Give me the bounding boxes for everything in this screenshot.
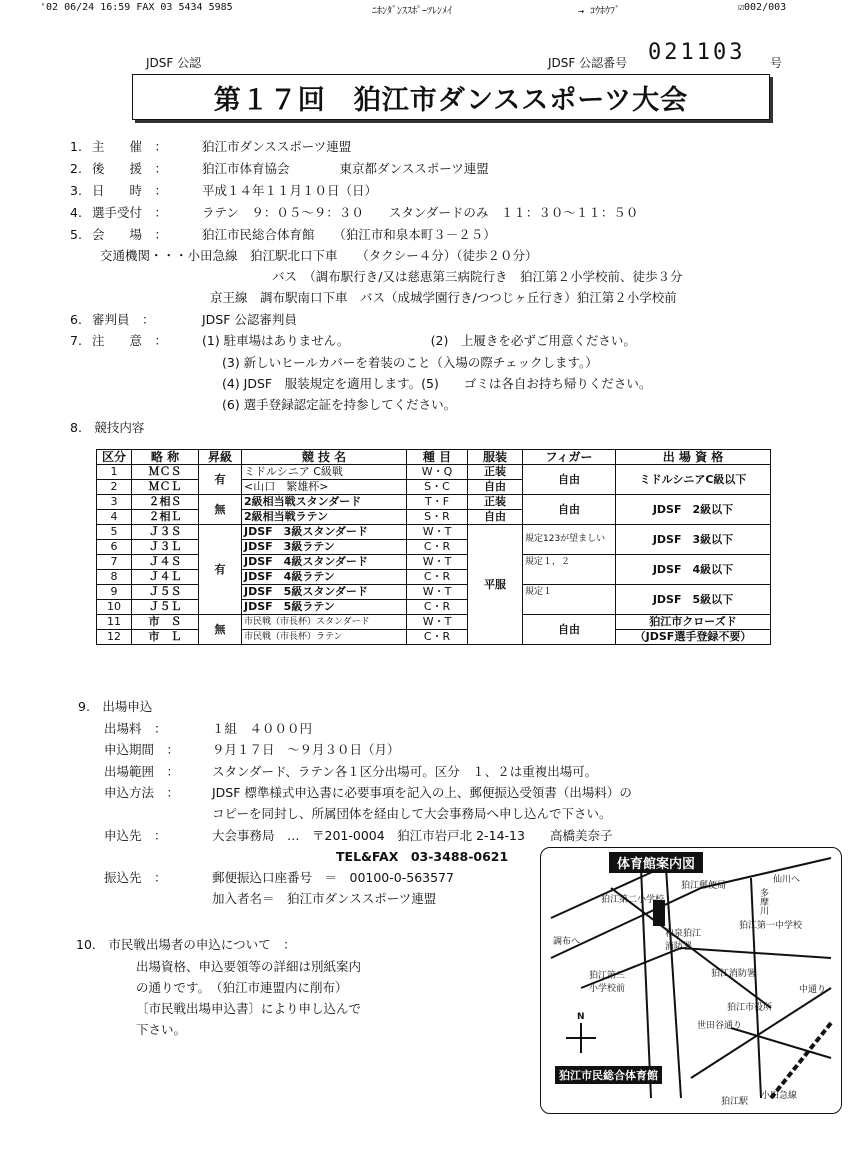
cell-no: 2 xyxy=(97,480,132,495)
cell-abbr: ２相Ｓ xyxy=(132,495,199,510)
apply-item xyxy=(104,783,632,801)
map-label: 狛江第一中学校 xyxy=(739,921,803,931)
cell-name: JDSF 5級ラテン xyxy=(242,600,407,615)
item-key: 会 場 ： xyxy=(92,227,168,242)
item-key: 選手受付 ： xyxy=(92,205,168,220)
apply-value: TEL&FAX 03-3488-0621 xyxy=(336,849,509,864)
cell-name: JDSF 5級スタンダード xyxy=(242,585,407,600)
apply-key: 申込先 ： xyxy=(104,828,167,843)
cell-abbr: ＭＣＬ xyxy=(132,480,199,495)
item-number: 4. xyxy=(70,205,82,220)
cell-no: 6 xyxy=(97,540,132,555)
competition-table xyxy=(96,449,771,645)
table-row xyxy=(97,465,771,480)
cell-abbr: 市 Ｓ xyxy=(132,615,199,630)
cell-figure: 自由 xyxy=(523,615,616,645)
item-number: 1. xyxy=(70,139,82,154)
apply-item xyxy=(104,847,508,865)
map-label: 狛江消防署 xyxy=(711,969,757,979)
cell-qualification: JDSF 2級以下 xyxy=(616,495,771,525)
apply-value: JDSF 標準様式申込書に必要事項を記入の上、郵便振込受領書（出場料）の xyxy=(212,785,632,800)
apply-value: １組 ４０００円 xyxy=(212,721,313,736)
cell-dress: 自由 xyxy=(468,510,523,525)
cell-name: 2級相当戦ラテン xyxy=(242,510,407,525)
cell-qualification: JDSF 4級以下 xyxy=(616,555,771,585)
apply-key: 出場料 ： xyxy=(104,721,167,736)
jdsf-certified: JDSF 公認 xyxy=(146,56,202,70)
fax-datetime: '02 06/24 16:59 FAX 03 5434 5985 xyxy=(40,2,233,13)
table-row xyxy=(97,555,771,570)
item-value: 狛江市ダンススポーツ連盟 xyxy=(202,139,352,154)
item-key: 日 時 ： xyxy=(92,183,168,198)
cell-qualification: JDSF 5級以下 xyxy=(616,585,771,615)
cell-event: S・C xyxy=(407,480,468,495)
table-row xyxy=(97,525,771,540)
apply-key: 申込方法 ： xyxy=(104,785,180,800)
cell-no: 8 xyxy=(97,570,132,585)
apply-value: 郵便振込口座番号 ＝ 00100-0-563577 xyxy=(212,870,454,885)
table-header-row xyxy=(97,450,771,465)
table-row xyxy=(97,495,771,510)
jdsf-number: 021103 xyxy=(648,40,746,65)
section-10-line: 〔市民戦出場申込書〕により申し込んで xyxy=(136,1001,362,1016)
apply-value: ９月１７日 〜９月３０日（月） xyxy=(212,742,400,757)
note-line: (4) JDSF 服装規定を適用します。(5) ゴミは各自お持ち帰りください。 xyxy=(222,376,652,391)
cell-event: C・R xyxy=(407,600,468,615)
apply-value: 加入者名＝ 狛江市ダンススポーツ連盟 xyxy=(212,891,437,906)
item-number: 3. xyxy=(70,183,82,198)
apply-item xyxy=(104,762,597,780)
apply-item xyxy=(104,719,312,737)
header-dress: 服装 xyxy=(468,450,523,465)
table-row xyxy=(97,615,771,630)
note-line: (6) 選手登録認定証を持参してください。 xyxy=(222,397,457,412)
map-label: 世田谷通り xyxy=(697,1021,743,1031)
cell-name: 市民戦（市長杯）ラテン xyxy=(242,630,407,645)
cell-abbr: 市 Ｌ xyxy=(132,630,199,645)
item-value: JDSF 公認審判員 xyxy=(202,312,297,327)
header-figure: フィガー xyxy=(523,450,616,465)
info-item xyxy=(70,225,496,243)
table-row xyxy=(97,630,771,645)
cell-no: 5 xyxy=(97,525,132,540)
info-item xyxy=(70,331,636,349)
item-key: 後 援 ： xyxy=(92,161,168,176)
map-label: 仙川へ xyxy=(773,875,801,885)
item-value: 狛江市民総合体育館 （狛江市和泉本町３－２５） xyxy=(202,227,496,242)
cell-name: JDSF 4級スタンダード xyxy=(242,555,407,570)
apply-item xyxy=(104,740,400,758)
cell-figure: 規定１ xyxy=(523,585,616,615)
map-label: 調布へ xyxy=(553,937,581,947)
cell-no: 9 xyxy=(97,585,132,600)
transport-line: 京王線 調布駅南口下車 バス（成城学園行き/つつじヶ丘行き）狛江第２小学校前 xyxy=(210,290,677,305)
cell-name: ミドルシニア C級戦 xyxy=(242,465,407,480)
cell-name: <山口 繁雄杯> xyxy=(242,480,407,495)
transport-line: バス （調布駅行き/又は慈恵第三病院行き 狛江第２小学校前、徒歩３分 xyxy=(272,269,683,284)
jdsf-number-label: JDSF 公認番号 xyxy=(548,56,628,70)
info-item xyxy=(70,310,297,328)
transport-line: 交通機関・・・小田急線 狛江駅北口下車 （タクシー４分）（徒歩２０分） xyxy=(100,248,538,263)
cell-event: C・R xyxy=(407,630,468,645)
info-item xyxy=(70,137,351,155)
cell-name: JDSF 4級ラテン xyxy=(242,570,407,585)
cell-name: 2級相当戦スタンダード xyxy=(242,495,407,510)
cell-abbr: Ｊ４Ｓ xyxy=(132,555,199,570)
item-key: 主 催 ： xyxy=(92,139,168,154)
cell-promotion: 有 xyxy=(199,465,242,495)
fax-page: ☑002/003 xyxy=(738,2,787,13)
cell-abbr: Ｊ３Ｓ xyxy=(132,525,199,540)
cell-event: C・R xyxy=(407,570,468,585)
fax-destination: → ｺｳﾎｳﾌﾞ xyxy=(578,6,621,17)
item-key: 審判員 ： xyxy=(92,312,155,327)
header-qualification: 出 場 資 格 xyxy=(616,450,771,465)
map-label: 狛江第三小学校前 xyxy=(589,971,626,994)
item-value: 平成１４年１１月１０日（日） xyxy=(202,183,378,198)
map-label: 狛江郵便局 xyxy=(681,881,727,891)
cell-abbr: Ｊ５Ｌ xyxy=(132,600,199,615)
cell-event: W・T xyxy=(407,585,468,600)
cell-no: 12 xyxy=(97,630,132,645)
apply-key: 申込期間 ： xyxy=(104,742,180,757)
venue-map xyxy=(540,847,842,1114)
cell-promotion: 有 xyxy=(199,525,242,615)
item-number: 5. xyxy=(70,227,82,242)
header-promotion: 昇級 xyxy=(199,450,242,465)
cell-qualification: JDSF 3級以下 xyxy=(616,525,771,555)
cell-no: 7 xyxy=(97,555,132,570)
map-venue-label: 狛江市民総合体育館 xyxy=(555,1066,662,1084)
cell-abbr: ＭＣＳ xyxy=(132,465,199,480)
cell-figure: 規定123が望ましい xyxy=(523,525,616,555)
header-category: 区分 xyxy=(97,450,132,465)
apply-key: 振込先 ： xyxy=(104,870,167,885)
apply-key: 出場範囲 ： xyxy=(104,764,180,779)
apply-value: 大会事務局 … 〒201-0004 狛江市岩戸北 2-14-13 高橋美奈子 xyxy=(212,828,613,843)
apply-value: コピーを同封し、所属団体を経由して大会事務局へ申し込んで下さい。 xyxy=(212,806,612,821)
apply-item xyxy=(104,804,612,822)
apply-value: スタンダード、ラテン各１区分出場可。区分 １、２は重複出場可。 xyxy=(212,764,598,779)
cell-abbr: Ｊ３Ｌ xyxy=(132,540,199,555)
map-label: 狛江市役所 xyxy=(727,1003,773,1013)
cell-no: 10 xyxy=(97,600,132,615)
cell-qualification: ミドルシニアC級以下 xyxy=(616,465,771,495)
cell-name: JDSF 3級ラテン xyxy=(242,540,407,555)
cell-name: JDSF 3級スタンダード xyxy=(242,525,407,540)
item-key: 注 意 ： xyxy=(92,333,168,348)
cell-no: 1 xyxy=(97,465,132,480)
map-label: 小田急線 xyxy=(761,1091,798,1101)
cell-event: W・Q xyxy=(407,465,468,480)
jdsf-suffix: 号 xyxy=(770,56,783,70)
header-name: 競 技 名 xyxy=(242,450,407,465)
info-item xyxy=(70,181,377,199)
cell-abbr: Ｊ５Ｓ xyxy=(132,585,199,600)
cell-event: W・T xyxy=(407,555,468,570)
apply-item xyxy=(104,889,436,907)
cell-dress: 自由 xyxy=(468,480,523,495)
cell-figure: 自由 xyxy=(523,495,616,525)
item-value: 狛江市体育協会 東京都ダンススポーツ連盟 xyxy=(202,161,489,176)
section-10-line: 下さい。 xyxy=(136,1022,187,1037)
north-icon: N xyxy=(577,1012,585,1022)
cell-abbr: ２相Ｌ xyxy=(132,510,199,525)
map-title: 体育館案内図 xyxy=(609,852,703,873)
item-value: ラテン ９：０５〜９：３０ スタンダードのみ １１：３０〜１１：５０ xyxy=(202,205,639,220)
cell-dress: 正装 xyxy=(468,465,523,480)
cell-qualification: （JDSF選手登録不要） xyxy=(616,630,771,645)
header-event: 種 目 xyxy=(407,450,468,465)
fax-sender: ﾆﾎﾝﾀﾞﾝｽｽﾎﾟｰﾂﾚﾝﾒｲ xyxy=(372,6,452,17)
cell-dress: 平服 xyxy=(468,525,523,645)
map-label: 和泉狛江消防署 xyxy=(665,929,702,952)
section-8-heading: 8. 競技内容 xyxy=(70,420,145,435)
cell-event: C・R xyxy=(407,540,468,555)
map-label: 狛江駅 xyxy=(721,1097,749,1107)
map-label: 中通り xyxy=(799,985,827,995)
section-10-heading: 10. 市民戦出場者の申込について ： xyxy=(76,937,296,952)
map-label: 多摩川 xyxy=(758,888,768,915)
cell-figure: 規定１，２ xyxy=(523,555,616,585)
cell-qualification: 狛江市クローズド xyxy=(616,615,771,630)
cell-promotion: 無 xyxy=(199,495,242,525)
cell-name: 市民戦（市長杯）スタンダード xyxy=(242,615,407,630)
page-title: 第１７回 狛江市ダンススポーツ大会 xyxy=(132,74,770,120)
cell-event: T・F xyxy=(407,495,468,510)
note-line: (3) 新しいヒールカバーを着装のこと（入場の際チェックします。） xyxy=(222,355,598,370)
header-abbr: 略 称 xyxy=(132,450,199,465)
apply-item xyxy=(104,868,454,886)
item-number: 2. xyxy=(70,161,82,176)
info-item xyxy=(70,203,638,221)
table-row xyxy=(97,585,771,600)
item-value: (1) 駐車場はありません。 (2) 上履きを必ずご用意ください。 xyxy=(202,333,636,348)
cell-no: 4 xyxy=(97,510,132,525)
cell-no: 11 xyxy=(97,615,132,630)
section-10-line: 出場資格、申込要領等の詳細は別紙案内 xyxy=(136,959,362,974)
apply-item xyxy=(104,826,612,844)
section-9-heading: 9. 出場申込 xyxy=(78,699,153,714)
cell-dress: 正装 xyxy=(468,495,523,510)
cell-abbr: Ｊ４Ｌ xyxy=(132,570,199,585)
info-item xyxy=(70,159,489,177)
cell-event: W・T xyxy=(407,615,468,630)
item-number: 7. xyxy=(70,333,82,348)
cell-figure: 自由 xyxy=(523,465,616,495)
item-number: 6. xyxy=(70,312,82,327)
cell-event: S・R xyxy=(407,510,468,525)
cell-no: 3 xyxy=(97,495,132,510)
map-label: 狛江第二小学校 xyxy=(601,895,665,905)
cell-event: W・T xyxy=(407,525,468,540)
section-10-line: の通りです。 （狛江市連盟内に削布） xyxy=(136,980,348,995)
cell-promotion: 無 xyxy=(199,615,242,645)
